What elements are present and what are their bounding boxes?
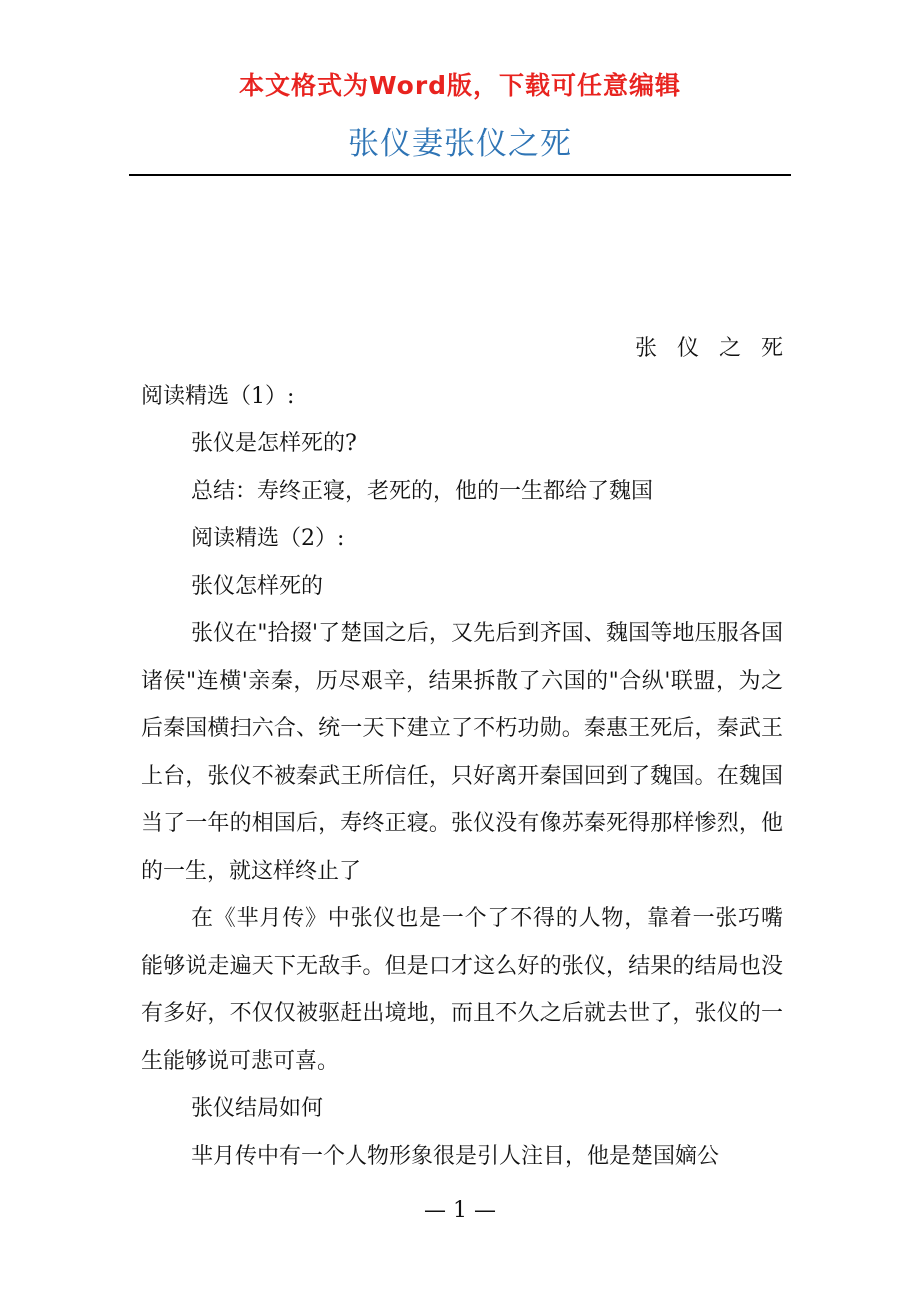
paragraph-question: 张仪是怎样死的?	[191, 431, 357, 456]
paragraph-body: 芈月传中有一个人物形象很是引人注目，他是楚国嫡公	[191, 1143, 720, 1169]
article-subtitle: 张仪之死	[634, 336, 803, 361]
paragraph-reading-1: 阅读精选（1）:	[141, 383, 295, 409]
page-number: — 1 —	[424, 1198, 496, 1223]
document-body	[141, 325, 803, 1180]
paragraph-heading-death: 张仪怎样死的	[191, 573, 324, 599]
paragraph-summary: 总结：寿终正寝，老死的，他的一生都给了魏国	[191, 478, 654, 504]
header-divider	[129, 174, 791, 176]
paragraph-heading-ending: 张仪结局如何	[191, 1096, 324, 1121]
document-title: 张仪妻张仪之死	[348, 126, 572, 162]
paragraph-reading-2: 阅读精选（2）:	[191, 526, 345, 551]
paragraph-body: 张仪在"拾掇'了楚国之后，又先后到齐国、魏国等地压服各国诸侯"连横'亲秦，历尽艰辛，结果拆散了六国的"合纵'联盟，为之后秦国横扫六合、统一天下建立了不朽功勋。秦惠王死后，秦武王上台，张仪不被秦武王所信任，只好离开秦国回到了魏国。在魏国当了一年的相国后，寿终正寝。张仪没有像苏秦死得那样惨烈，他的一生，就这样终止了	[141, 621, 783, 884]
paragraph-body: 在《芈月传》中张仪也是一个了不得的人物，靠着一张巧嘴能够说走遍天下无敌手。但是口才这么好的张仪，结果的结局也没有多好，不仅仅被驱赶出境地，而且不久之后就去世了，张仪的一生能够说可悲可喜。	[141, 906, 783, 1074]
download-notice: 本文格式为Word版，下载可任意编辑	[238, 71, 682, 100]
